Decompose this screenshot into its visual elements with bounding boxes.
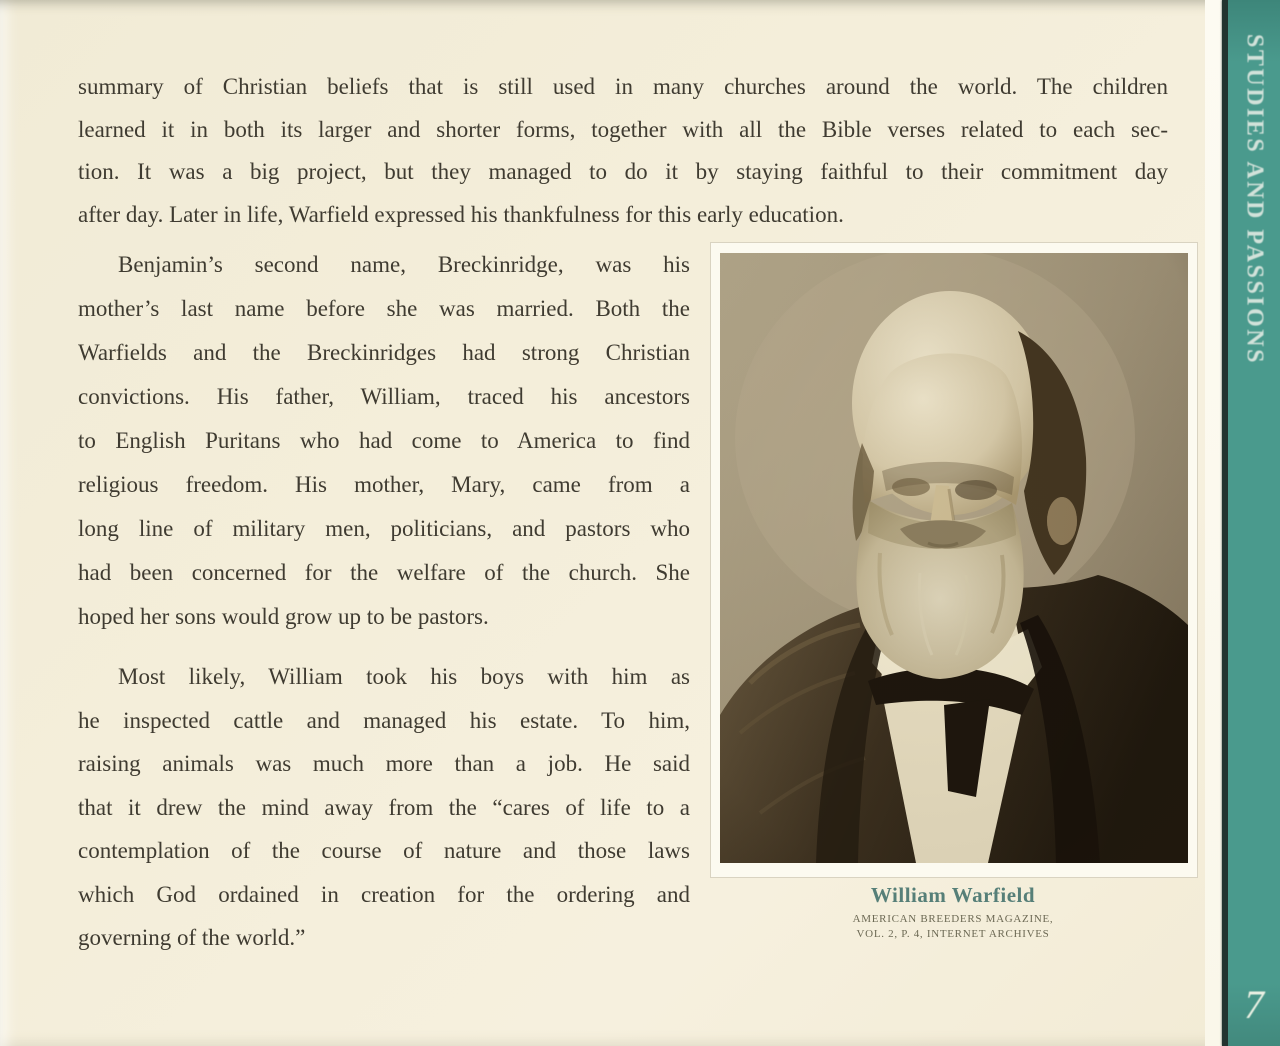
body-text-column (78, 243, 690, 960)
sidebar-title: STUDIES AND PASSIONS (1241, 34, 1268, 365)
photo-credit (710, 912, 1196, 942)
photo-frame (710, 242, 1198, 878)
intro-paragraph: summary of Christian beliefs that is still used in many churches around the world. The children learned it in both its larger and shorter forms, together with all the Bible verses related to each sec- tion. It was a big project, but they managed to do it by staying faithful to their commitment day after day. Later in life, Warfield expressed his thankfulness for this early education. (78, 74, 1168, 227)
section-sidebar (1228, 0, 1280, 1046)
credit-line: AMERICAN BREEDERS MAGAZINE, (852, 913, 1054, 925)
body-paragraph-1: Benjamin’s second name, Breckinridge, was his mother’s last name before she was married. Both the Warfields and the Breckinridges had strong Christian convictions. His father, William, traced his ancestors to English Puritans who had come to America to find religious freedom. His mother, Mary, came from a long line of military men, politicians, and pastors who had been concerned for the welfare of the church. She hoped her sons would grow up to be pastors. (78, 252, 690, 629)
page-number: 7 (1244, 982, 1264, 1027)
portrait-photo (720, 253, 1188, 863)
credit-line: VOL. 2, P. 4, INTERNET ARCHIVES (856, 928, 1050, 940)
body-paragraph-2: Most likely, William took his boys with him as he inspected cattle and managed his estate. To him, raising animals was much more than a job. He said that it drew the mind away from the “cares of life to a contemplation of the course of nature and those laws which God ordained in creation for the ordering and governing of the world.” (78, 664, 690, 950)
portrait-figure (710, 242, 1196, 942)
photo-caption: William Warfield (870, 883, 1036, 907)
page-gutter (1205, 0, 1222, 1046)
